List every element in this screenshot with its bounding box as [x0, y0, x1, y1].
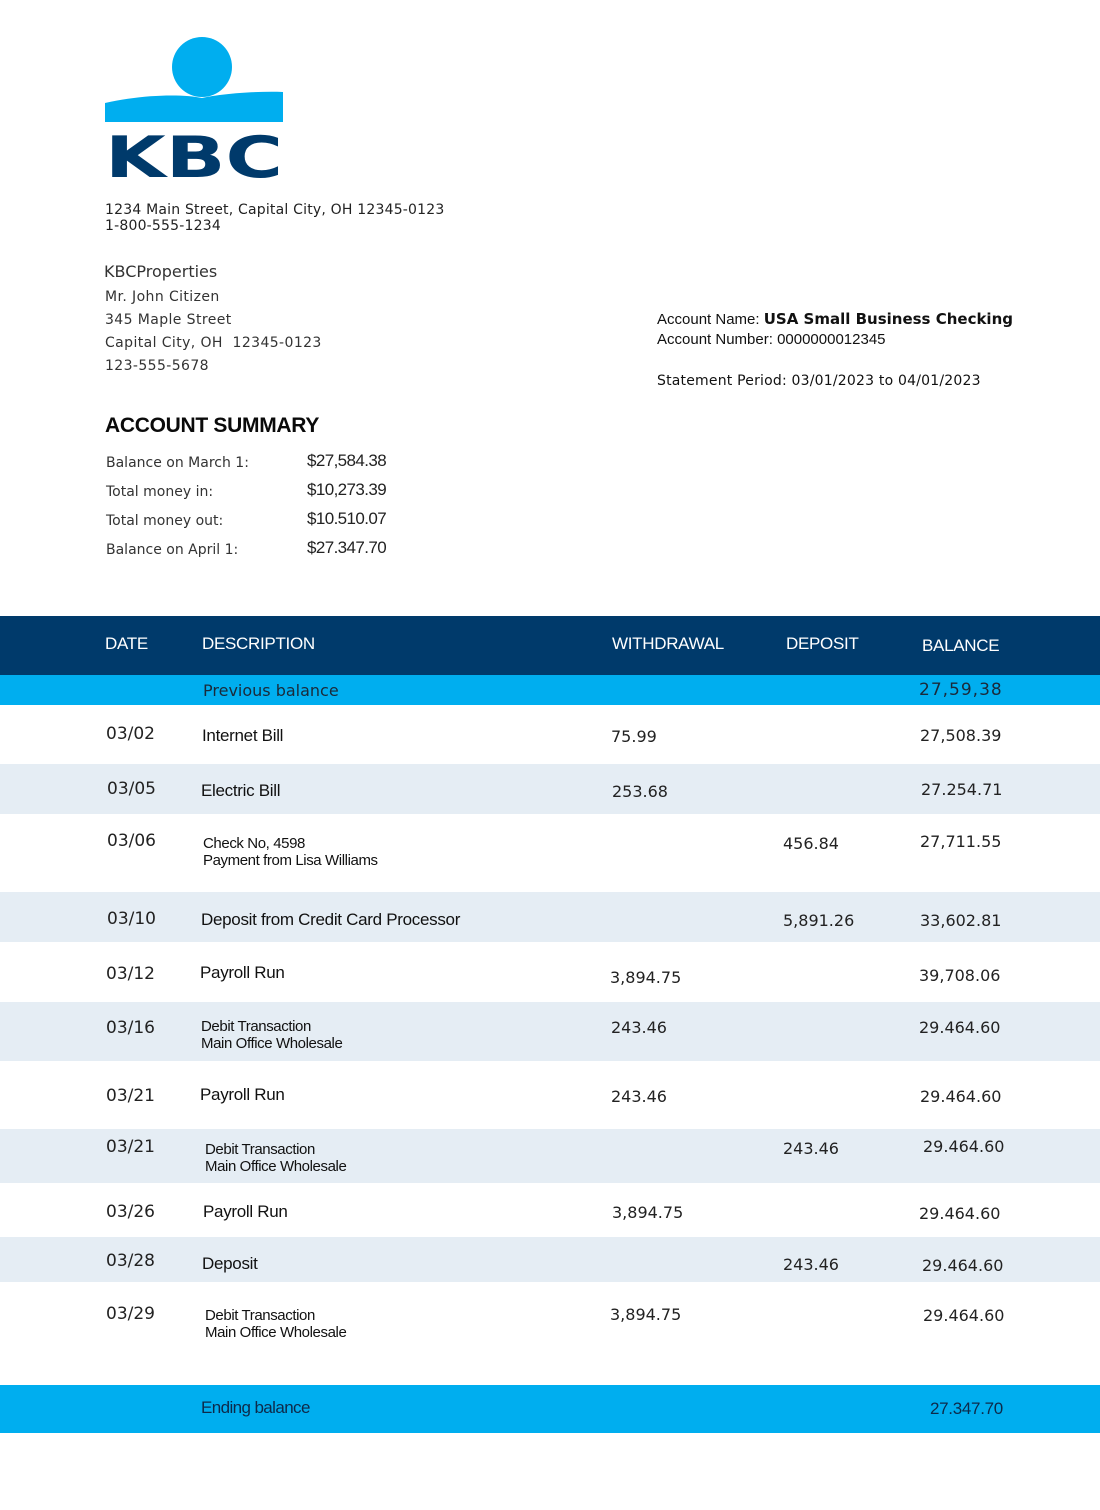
row-withdrawal: 3,894.75	[612, 1203, 684, 1222]
account-number	[657, 331, 886, 348]
row-withdrawal: 3,894.75	[610, 968, 682, 987]
row-description-line2: Main Office Wholesale	[205, 1158, 347, 1175]
summary-label: Balance on April 1:	[106, 542, 239, 558]
header-deposit: DEPOSIT	[786, 634, 859, 653]
row-description	[201, 1018, 342, 1052]
ending-balance-value: 27.347.70	[930, 1399, 1003, 1418]
kbc-logo	[104, 36, 284, 178]
header-balance: BALANCE	[922, 636, 1000, 655]
row-description-line1: Debit Transaction	[205, 1307, 315, 1324]
header-withdrawal: WITHDRAWAL	[612, 634, 724, 653]
summary-title: ACCOUNT SUMMARY	[105, 414, 320, 437]
row-withdrawal: 3,894.75	[610, 1305, 682, 1324]
row-balance: 27.254.71	[921, 780, 1003, 799]
row-description: Payroll Run	[203, 1202, 288, 1221]
previous-balance-label: Previous balance	[203, 681, 339, 700]
row-date: 03/12	[106, 964, 155, 984]
row-deposit: 243.46	[783, 1139, 839, 1158]
row-balance: 39,708.06	[919, 966, 1001, 985]
previous-balance-value: 27,59,38	[919, 680, 1003, 700]
row-date: 03/10	[107, 909, 156, 929]
logo-wordmark: KBC	[105, 125, 283, 178]
row-deposit: 456.84	[783, 834, 839, 853]
row-description: Payroll Run	[200, 963, 285, 982]
summary-label: Total money in:	[106, 484, 214, 500]
row-withdrawal: 243.46	[611, 1018, 667, 1037]
bank-address: 1234 Main Street, Capital City, OH 12345-0123	[105, 202, 445, 218]
row-date: 03/29	[106, 1304, 155, 1324]
row-description-line1: Debit Transaction	[201, 1018, 311, 1035]
row-description	[205, 1307, 346, 1341]
ending-balance-label: Ending balance	[201, 1398, 310, 1417]
summary-value: $27.347.70	[307, 538, 387, 557]
row-description-line1: Debit Transaction	[205, 1141, 315, 1158]
account-name	[657, 310, 1013, 328]
row-balance: 29.464.60	[923, 1137, 1005, 1156]
header-date: DATE	[105, 634, 148, 653]
row-description	[205, 1141, 346, 1175]
summary-label: Total money out:	[106, 513, 224, 529]
account-number-value: 0000000012345	[777, 331, 886, 348]
customer-company: KBCProperties	[104, 262, 218, 281]
row-date: 03/21	[106, 1137, 155, 1157]
row-description-line1: Check No, 4598	[203, 835, 305, 852]
row-description-line2: Main Office Wholesale	[201, 1035, 343, 1052]
row-description: Deposit from Credit Card Processor	[201, 910, 461, 929]
row-balance: 29.464.60	[919, 1018, 1001, 1037]
row-description: Payroll Run	[200, 1085, 285, 1104]
row-balance: 29.464.60	[922, 1256, 1004, 1275]
row-date: 03/26	[106, 1202, 155, 1222]
summary-label: Balance on March 1:	[106, 455, 249, 471]
summary-value: $27,584.38	[307, 451, 387, 470]
row-description	[203, 835, 378, 869]
row-date: 03/28	[106, 1251, 155, 1271]
summary-value: $10,273.39	[307, 480, 387, 499]
row-balance: 29.464.60	[920, 1087, 1002, 1106]
summary-value: $10.510.07	[307, 509, 387, 528]
row-description: Internet Bill	[202, 726, 284, 745]
row-description-line2: Main Office Wholesale	[205, 1324, 347, 1341]
account-name-label: Account Name:	[657, 311, 760, 328]
bank-phone: 1-800-555-1234	[105, 218, 221, 234]
row-withdrawal: 75.99	[611, 727, 657, 746]
row-date: 03/02	[106, 724, 155, 744]
row-balance: 29.464.60	[923, 1306, 1005, 1325]
row-description: Deposit	[202, 1254, 258, 1273]
customer-street: 345 Maple Street	[105, 312, 232, 328]
row-withdrawal: 243.46	[611, 1087, 667, 1106]
row-description: Electric Bill	[201, 781, 281, 800]
row-deposit: 243.46	[783, 1255, 839, 1274]
customer-phone: 123-555-5678	[105, 358, 209, 374]
row-date: 03/06	[107, 831, 156, 851]
row-withdrawal: 253.68	[612, 782, 668, 801]
row-balance: 27,711.55	[920, 832, 1002, 851]
customer-name: Mr. John Citizen	[105, 289, 220, 305]
account-number-label: Account Number:	[657, 331, 773, 348]
bank-contact	[105, 202, 444, 234]
row-balance: 27,508.39	[920, 726, 1002, 745]
row-date: 03/21	[106, 1086, 155, 1106]
row-date: 03/05	[107, 779, 156, 799]
row-deposit: 5,891.26	[783, 911, 855, 930]
header-description: DESCRIPTION	[202, 634, 315, 653]
customer-city: Capital City, OH 12345-0123	[105, 335, 322, 351]
row-date: 03/16	[106, 1018, 155, 1038]
row-description-line2: Payment from Lisa Williams	[203, 852, 378, 869]
account-name-value: USA Small Business Checking	[763, 310, 1013, 328]
statement-period: Statement Period: 03/01/2023 to 04/01/2023	[657, 373, 981, 389]
row-balance: 29.464.60	[919, 1204, 1001, 1223]
row-balance: 33,602.81	[920, 911, 1002, 930]
